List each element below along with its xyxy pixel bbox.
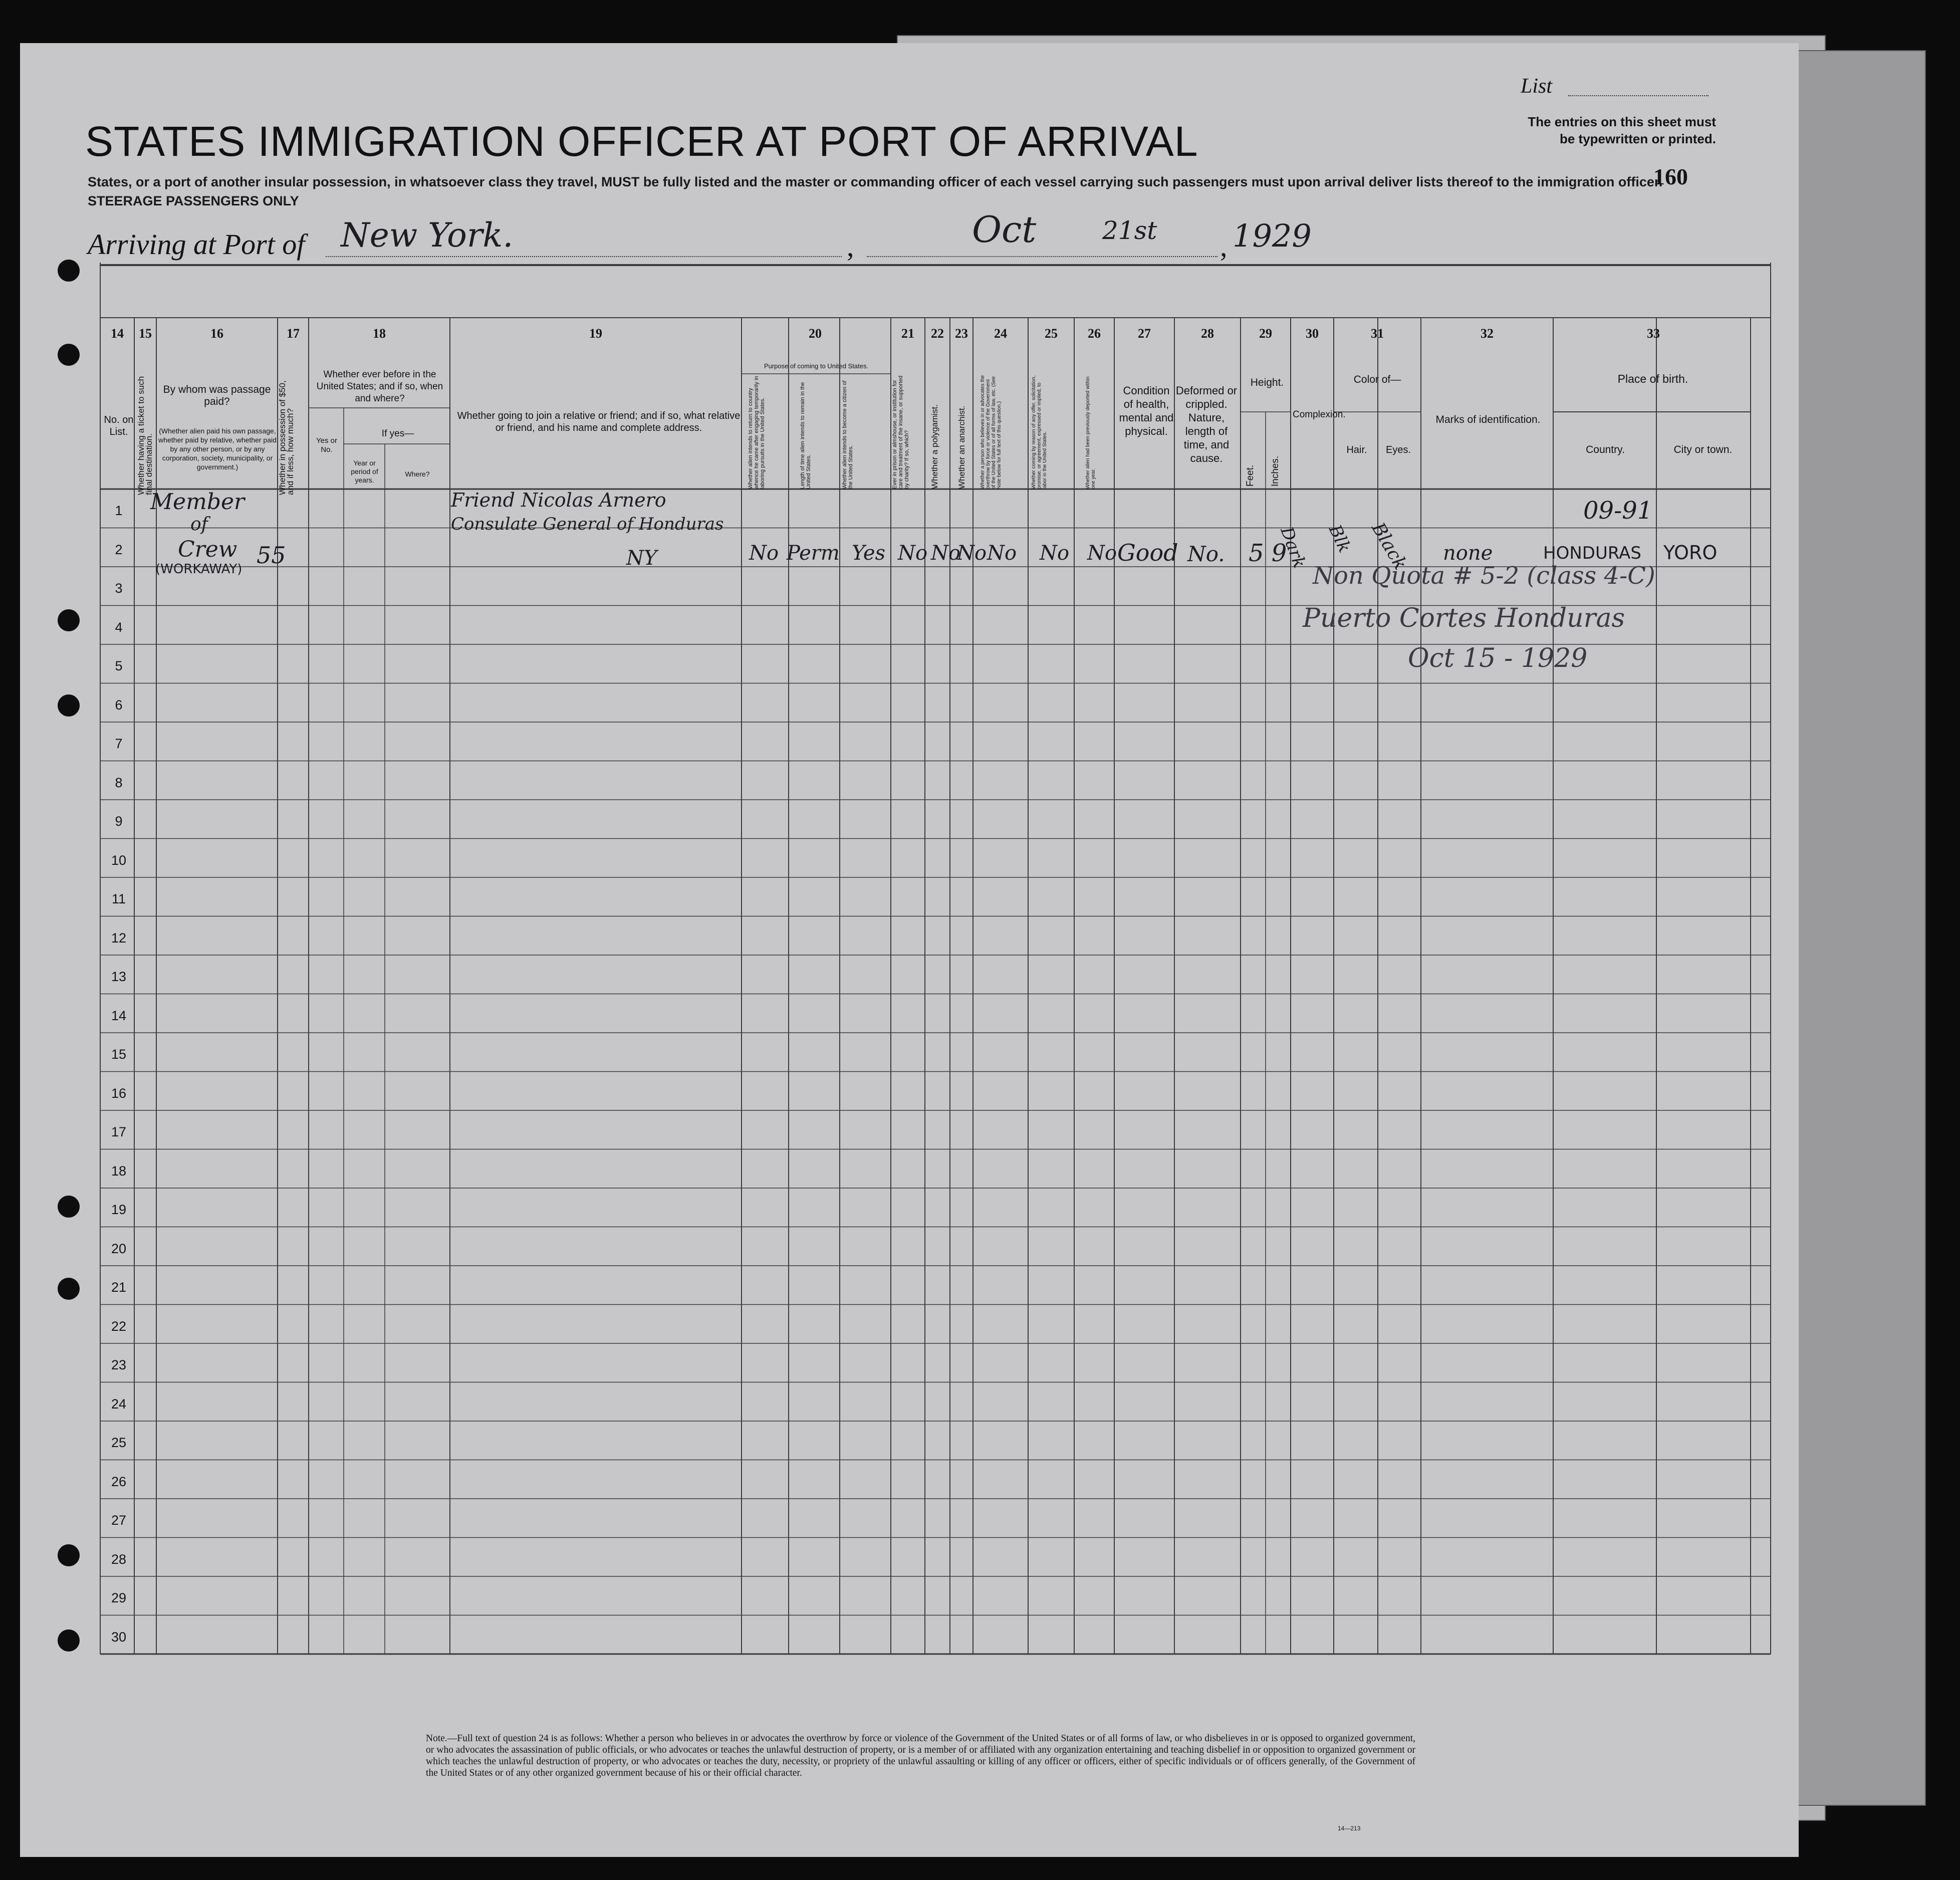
column-number: 31 [1371,326,1384,341]
entry-anarchist: No [957,542,987,565]
column-number: 17 [287,326,300,341]
header-no-on-list: No. on List. [104,414,134,437]
header-passage-paid: By whom was passage paid? [163,384,271,407]
row-number: 12 [111,930,127,946]
entry-hair: Blk [1324,522,1355,556]
comma: , [847,230,854,263]
column-number: 19 [589,326,602,341]
list-label: List [1521,75,1553,98]
header-polygamist: Whether a polygamist. [930,404,939,489]
entry-issued-place: Puerto Cortes Honduras [1303,603,1625,633]
row-number: 17 [111,1124,127,1139]
header-deported: Whether alien had been previously deported within one year. [1085,376,1096,489]
row-number: 2 [115,542,123,557]
header-complexion: Complexion. [1293,409,1346,420]
header-eyes: Eyes. [1385,444,1411,455]
entry-length: Perm [787,542,840,565]
entry-join: Consulate General of Honduras [451,514,724,534]
entries-notice-line2: be typewritten or printed. [1559,131,1716,146]
column-number: 27 [1138,326,1151,341]
column-number: 18 [373,326,386,341]
row-number: 19 [111,1202,127,1217]
entry-deformed: No. [1187,542,1225,566]
header-height: Height. [1250,377,1284,388]
entry-prison: No [898,542,928,565]
header-feet: Feet. [1245,464,1256,487]
header-citizen-intent: Whether alien intends to become a citizen of the United States. [842,380,854,489]
header-purpose: Purpose of coming to United States. [764,362,869,370]
column-number: 16 [210,326,223,341]
header-labor-offer: Whether coming by reason of any offer, solicitation, promise, or agreement, expressed or implied, to labor in the United States. [1031,375,1048,489]
column-number: 14 [111,326,124,341]
header-yes-no: Yes or No. [316,436,337,454]
row-number: 3 [115,581,123,596]
column-number: 29 [1259,326,1272,341]
header-fifty-dollars: Whether in possession of $50, and if less, how much? [278,380,295,495]
header-inches: Inches. [1270,455,1281,487]
sheet-number: 160 [1653,164,1688,189]
page-title: STATES IMMIGRATION OFFICER AT PORT OF ARRIVAL [85,118,1198,165]
entry-labor: No [1040,542,1070,565]
entry-paid-by: (WORKAWAY) [155,562,242,577]
entry-city: YORO [1663,542,1718,564]
instructions-text: States, or a port of another insular possession, in whatsoever class they travel, MUST be fully listed and the master or commanding officer of each vessel carrying such passengers must upon arrival deliver lists thereof to the immigration officer. [88,174,1663,189]
header-length-stay: Length of time alien intends to remain in the United States. [800,382,812,489]
column-number: 15 [139,326,152,341]
form-number: 14—213 [1338,1825,1361,1832]
header-marks: Marks of identification. [1435,414,1541,425]
footnote: Note.—Full text of question 24 is as follows: Whether a person who believes in or advocates the overthrow by force or violence of the Government of the United States or of all forms of law, or who disbelieves in or is opposed to organized government, or who advocates the assassination of public officials, or who advocates or teaches the unlawful destruction of property, or is a member of or affiliated with any organization entertaining and teaching disbelief in or opposition to organized government or which teaches the unlawful destruction of property, or who advocates or teaches the duty, necessity, or propriety of the unlawful assaulting or killing of any officer or officers, either of specific individuals or of officers generally, of the Government of the United States or of any other organized government because of his or their official character. [426,1733,1415,1778]
entry-paid-by: Crew [178,537,237,562]
column-number: 26 [1088,326,1101,341]
row-number: 24 [111,1396,127,1412]
row-number: 27 [111,1513,127,1528]
header-passage-detail: (Whether alien paid his own passage, whether paid by relative, whether paid by any other person, or by any corporation, society, municipality, or government.) [158,427,277,471]
header-year: Year or period of years. [351,459,378,484]
column-number: 20 [809,326,822,341]
row-number: 29 [111,1590,127,1605]
column-number: 28 [1201,326,1214,341]
row-number: 25 [111,1435,127,1450]
header-hair: Hair. [1346,444,1367,455]
entry-money: 55 [257,542,286,569]
header-join-relative: Whether going to join a relative or friend; and if so, what relative or friend, and his name and complete address. [457,410,741,433]
header-health: Condition of health, mental and physical. [1119,384,1174,437]
manifest-page [20,43,1799,1857]
column-number: 22 [931,326,944,341]
date-year: 1929 [1233,217,1312,254]
ruled-grid [20,43,1799,1857]
entries-notice-line1: The entries on this sheet must [1528,114,1716,129]
entry-nonquota: Non Quota # 5-2 (class 4-C) [1313,562,1655,590]
row-number: 6 [115,697,123,713]
entry-polygamist: No [931,542,961,565]
row-number: 14 [111,1008,127,1023]
column-number: 32 [1481,326,1494,341]
column-number: 24 [994,326,1007,341]
header-if-yes: If yes— [381,428,414,439]
entry-overthrow: No [987,542,1017,565]
header-city: City or town. [1673,444,1733,455]
entry-deported: No [1087,542,1117,565]
row-number: 28 [111,1551,127,1567]
column-number: 30 [1306,326,1319,341]
header-deformed: Deformed or crippled. Nature, length of time, and cause. [1175,384,1238,464]
column-number: 21 [901,326,914,341]
header-color-of: Color of— [1353,374,1401,385]
header-prison: Ever in prison or almshouse, or institution for care and treatment of the insane, or supported by charity? If so, which? [892,375,910,489]
row-number: 21 [111,1280,127,1295]
entry-complexion: Dark [1276,524,1310,571]
row-number: 5 [115,658,123,673]
row-number: 13 [111,969,127,984]
header-anarchist: Whether an anarchist. [957,405,966,489]
header-before-us: Whether ever before in the United States; and if so, when and where? [316,369,443,404]
entry-join: Friend Nicolas Arnero [451,489,666,511]
row-number: 15 [111,1047,127,1062]
column-number: 23 [955,326,968,341]
row-number: 26 [111,1474,127,1489]
row-number: 11 [111,891,126,906]
entry-annotation-code: 09-91 [1583,497,1653,525]
entry-return: No [749,542,779,565]
entry-eyes: Black [1367,519,1411,574]
header-return-intent: Whether alien intends to return to country whence he came after engaging temporarily in laboring pursuits in the United States. [748,376,766,489]
row-number: 20 [111,1241,127,1256]
row-number: 16 [111,1085,127,1101]
row-number: 30 [111,1629,127,1644]
row-number: 22 [111,1318,127,1334]
column-number: 33 [1647,326,1660,341]
row-number: 9 [115,814,123,829]
arriving-label: Arriving at Port of [88,228,305,261]
date-month: Oct [972,208,1037,251]
entry-health: Good [1117,539,1178,566]
entry-join: NY [626,547,657,570]
header-place-of-birth: Place of birth. [1617,372,1688,385]
entry-citizen: Yes [852,542,886,565]
header-ticket: Whether having a ticket to such final destination. [136,376,154,495]
row-number: 18 [111,1163,127,1179]
header-overthrow: Whether a person who believes in or advocates the overthrow by force or violence of the Government of the United States or of all forms of law, etc. (See Note below for full text of this question.) [980,375,1002,489]
date-day: 21st [1102,216,1157,245]
entry-paid-by: of [190,514,208,535]
row-number: 8 [115,775,123,790]
entry-height: 5 9 [1249,539,1287,567]
row-number: 10 [111,852,127,868]
entry-issued-date: Oct 15 - 1929 [1408,643,1588,673]
entry-marks: none [1443,542,1493,565]
row-number: 4 [115,619,123,635]
entry-paid-by: Member [150,489,245,515]
row-number: 1 [115,503,123,518]
comma: , [1220,230,1228,263]
steerage-label: STEERAGE PASSENGERS ONLY [88,193,299,208]
column-number: 25 [1045,326,1058,341]
entry-country: HONDURAS [1543,543,1641,563]
header-where: Where? [405,470,430,478]
row-number: 7 [115,736,123,751]
header-country: Country. [1586,444,1625,455]
port-handwriting: New York. [341,216,514,255]
row-number: 23 [111,1357,127,1372]
